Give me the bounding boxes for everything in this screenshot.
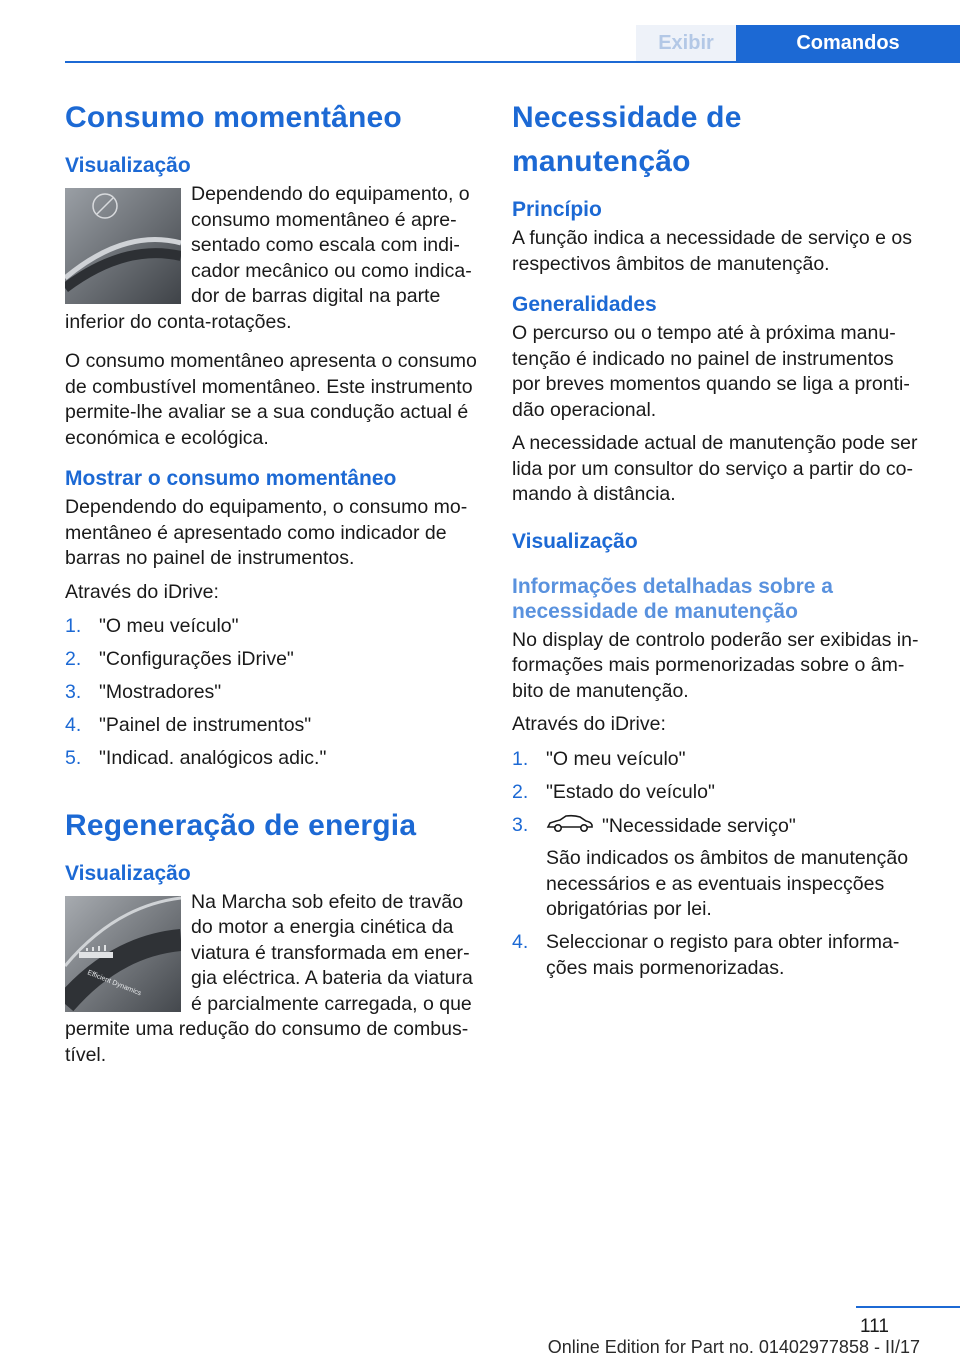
section-tabs (636, 25, 960, 61)
paragraph-visualizacao: Dependendo do equipamento, o consumo momentâneo é apresentado como escala com indicador mecânico ou como indicador de barras digital na parte inferior do conta-rotações. (65, 183, 472, 333)
paragraph-regeneracao: Na Marcha sob efeito de travão do motor a energia cinética da viatura é transformada em energia eléctrica. A bateria da viatura é parcialmente carregada, o que permite uma redução do consumo de combustível. (65, 890, 473, 1066)
step-number: 2. (65, 648, 82, 670)
step-text: "Mostradores" (99, 681, 222, 703)
regeneration-illustration (65, 896, 181, 1012)
list-item (512, 780, 926, 806)
subheading-visualizacao: Visualização (65, 154, 191, 177)
idrive-steps-list (65, 614, 477, 772)
step-text: "Estado do veículo" (546, 780, 715, 803)
step-text: "O meu veículo" (546, 747, 686, 770)
list-item (512, 930, 926, 981)
edition-note: Online Edition for Part no. 01402977858 - II/17 (547, 1337, 920, 1357)
step-text: "Indicad. analógicos adic." (99, 747, 327, 769)
step-number: 2. (512, 780, 529, 803)
tab-comandos[interactable]: Comandos (736, 25, 960, 61)
tab-exibir[interactable]: Exibir (636, 25, 736, 61)
page-number: 111 (860, 1316, 889, 1337)
list-item (65, 746, 477, 772)
heading-necessidade-manutencao: Necessidade de manutenção (512, 101, 742, 178)
battery-bar (79, 952, 113, 958)
subheading-visualizacao-3: Visualização (512, 529, 638, 553)
step-subtext: São indicados os âmbitos de manutenção necessários e as eventuais inspecções obrigatórias por lei. (546, 847, 909, 920)
header-rule (65, 61, 960, 63)
step-number: 1. (512, 747, 529, 770)
service-steps-list (512, 747, 926, 982)
paragraph-atraves-idrive-2: Através do iDrive: (512, 713, 666, 735)
list-item (65, 647, 477, 673)
step-number: 3. (65, 681, 82, 703)
subheading-visualizacao-2: Visualização (65, 861, 191, 885)
step-number: 1. (65, 615, 82, 637)
energy-regeneration-image (65, 896, 181, 1012)
paragraph-generalidades-1: O percurso ou o tempo até à próxima manutenção é indicado no painel de instrumentos por breves momentos quando se liga a prontidão operacional. (512, 322, 910, 421)
heading-regeneracao-energia: Regeneração de energia (65, 808, 417, 842)
list-item (512, 747, 926, 773)
fuel-gauge-image (65, 188, 181, 304)
step-number: 4. (512, 931, 529, 953)
paragraph-principio: A função indica a necessidade de serviço e os respectivos âmbitos de manutenção. (512, 227, 913, 275)
list-item (65, 713, 477, 739)
gauge-illustration (65, 188, 181, 304)
footer-rule (856, 1306, 960, 1308)
left-column (65, 96, 477, 1082)
step-text: "O meu veículo" (99, 615, 239, 637)
right-column (512, 96, 926, 993)
list-item (65, 614, 477, 640)
list-item (65, 680, 477, 706)
subheading-mostrar-consumo: Mostrar o consumo momentâneo (65, 467, 397, 490)
step-number: 5. (65, 747, 82, 769)
paragraph-mostrar-consumo: Dependendo do equipamento, o consumo momentâneo é apresentado como indicador de barras no painel de instrumentos. (65, 496, 468, 569)
step-text: "Painel de instrumentos" (99, 714, 312, 736)
step-text: "Necessidade serviço" (602, 814, 796, 837)
step-number: 4. (65, 714, 82, 736)
step-text: "Configurações iDrive" (99, 648, 294, 670)
car-service-icon (546, 813, 594, 841)
paragraph-informacoes: No display de controlo poderão ser exibidas informações mais pormenorizadas sobre o âmbito de manutenção. (512, 628, 919, 702)
list-item (512, 813, 926, 923)
paragraph-generalidades-2: A necessidade actual de manutenção pode ser lida por um consultor do serviço a partir do comando à distância. (512, 432, 918, 505)
paragraph-consumo-info: O consumo momentâneo apresenta o consumo de combustível momentâneo. Este instrumento permite-lhe avaliar se a sua condução actual é económica e ecológica. (65, 350, 477, 449)
subheading-informacoes-detalhadas: Informações detalhadas sobre a necessidade de manutenção (512, 574, 833, 623)
subheading-principio: Princípio (512, 198, 602, 221)
heading-consumo-momentaneo: Consumo momentâneo (65, 101, 402, 134)
paragraph-atraves-idrive: Através do iDrive: (65, 580, 219, 603)
step-number: 3. (512, 813, 529, 836)
subheading-generalidades: Generalidades (512, 293, 657, 316)
step-text: Seleccionar o registo para obter informações mais pormenorizadas. (546, 931, 900, 979)
efficient-dynamics-label: Efficient Dynamics (86, 968, 143, 997)
